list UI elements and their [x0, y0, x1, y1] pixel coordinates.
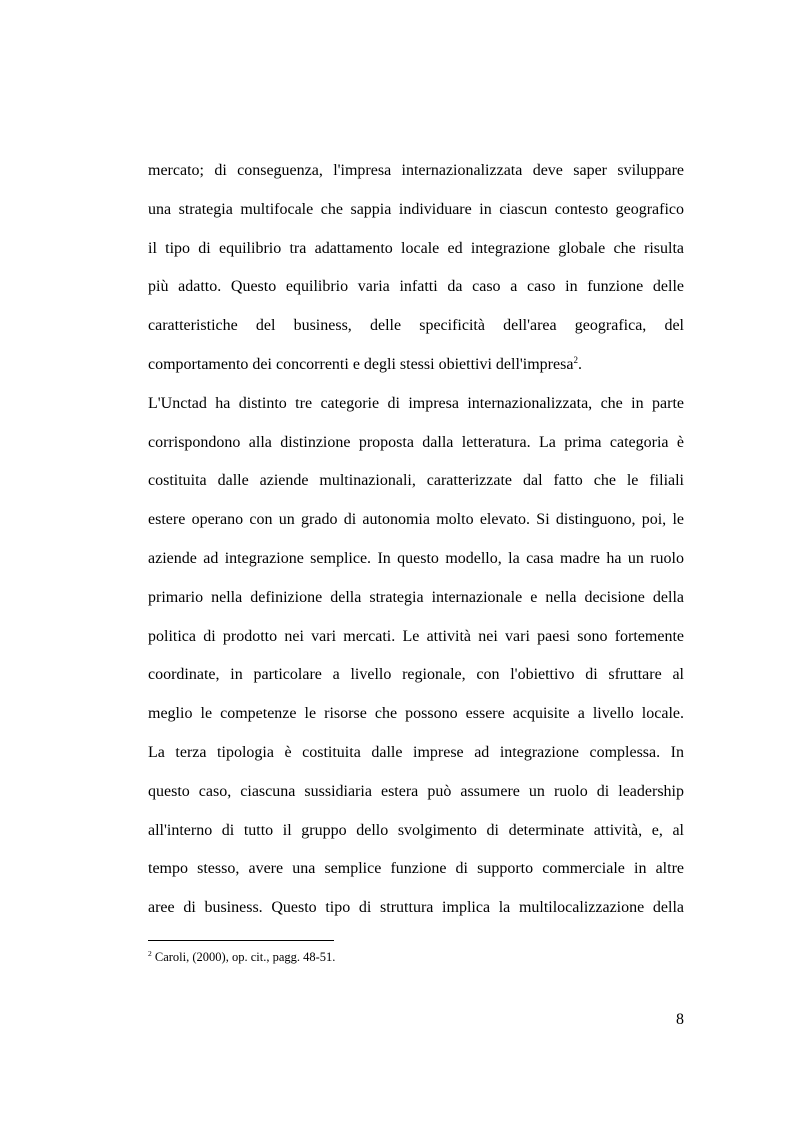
body-line-4: più adatto. Questo equilibrio varia infatti da caso a caso in funzione delle	[148, 278, 684, 296]
body-line-3: il tipo di equilibrio tra adattamento locale ed integrazione globale che risulta	[148, 239, 684, 257]
body-line-5: caratteristiche del business, delle specificità dell'area geografica, del	[148, 317, 684, 335]
footnote-separator	[148, 940, 334, 941]
body-line-17: questo caso, ciascuna sussidiaria estera può assumere un ruolo di leadership	[148, 782, 684, 800]
body-line-9: costituita dalle aziende multinazionali, caratterizzate dal fatto che le filiali	[148, 472, 684, 490]
footnote-text: Caroli, (2000), op. cit., pagg. 48-51.	[151, 950, 336, 964]
body-line-10: estere operano con un grado di autonomia molto elevato. Si distinguono, poi, le	[148, 511, 684, 529]
body-line-2: una strategia multifocale che sappia individuare in ciascun contesto geografico	[148, 200, 684, 218]
body-line-16: La terza tipologia è costituita dalle imprese ad integrazione complessa. In	[148, 743, 684, 761]
body-line-7: L'Unctad ha distinto tre categorie di impresa internazionalizzata, che in parte	[148, 394, 684, 412]
body-line-20: aree di business. Questo tipo di struttura implica la multilocalizzazione della	[148, 899, 684, 917]
body-line-8: corrispondono alla distinzione proposta dalla letteratura. La prima categoria è	[148, 433, 684, 451]
body-line-6	[148, 346, 684, 385]
sentence-end: .	[577, 355, 582, 373]
body-line-15: meglio le competenze le risorse che possono essere acquisite a livello locale.	[148, 705, 684, 723]
body-line-19: tempo stesso, avere una semplice funzione di supporto commerciale in altre	[148, 860, 684, 878]
body-line-6-text: comportamento dei concorrenti e degli stessi obiettivi dell'impresa	[148, 355, 574, 373]
body-text	[148, 152, 684, 928]
body-line-13: politica di prodotto nei vari mercati. Le attività nei vari paesi sono fortemente	[148, 627, 684, 645]
footnote	[148, 949, 335, 965]
page-number: 8	[676, 1011, 684, 1028]
body-line-12: primario nella definizione della strategia internazionale e nella decisione della	[148, 588, 684, 606]
body-line-1: mercato; di conseguenza, l'impresa internazionalizzata deve saper sviluppare	[148, 162, 684, 179]
body-line-18: all'interno di tutto il gruppo dello svolgimento di determinate attività, e, al	[148, 821, 684, 839]
footnote-marker: 2	[148, 949, 152, 958]
footnote-reference: 2	[573, 354, 578, 365]
body-line-14: coordinate, in particolare a livello regionale, con l'obiettivo di sfruttare al	[148, 666, 684, 684]
body-line-11: aziende ad integrazione semplice. In questo modello, la casa madre ha un ruolo	[148, 549, 684, 567]
